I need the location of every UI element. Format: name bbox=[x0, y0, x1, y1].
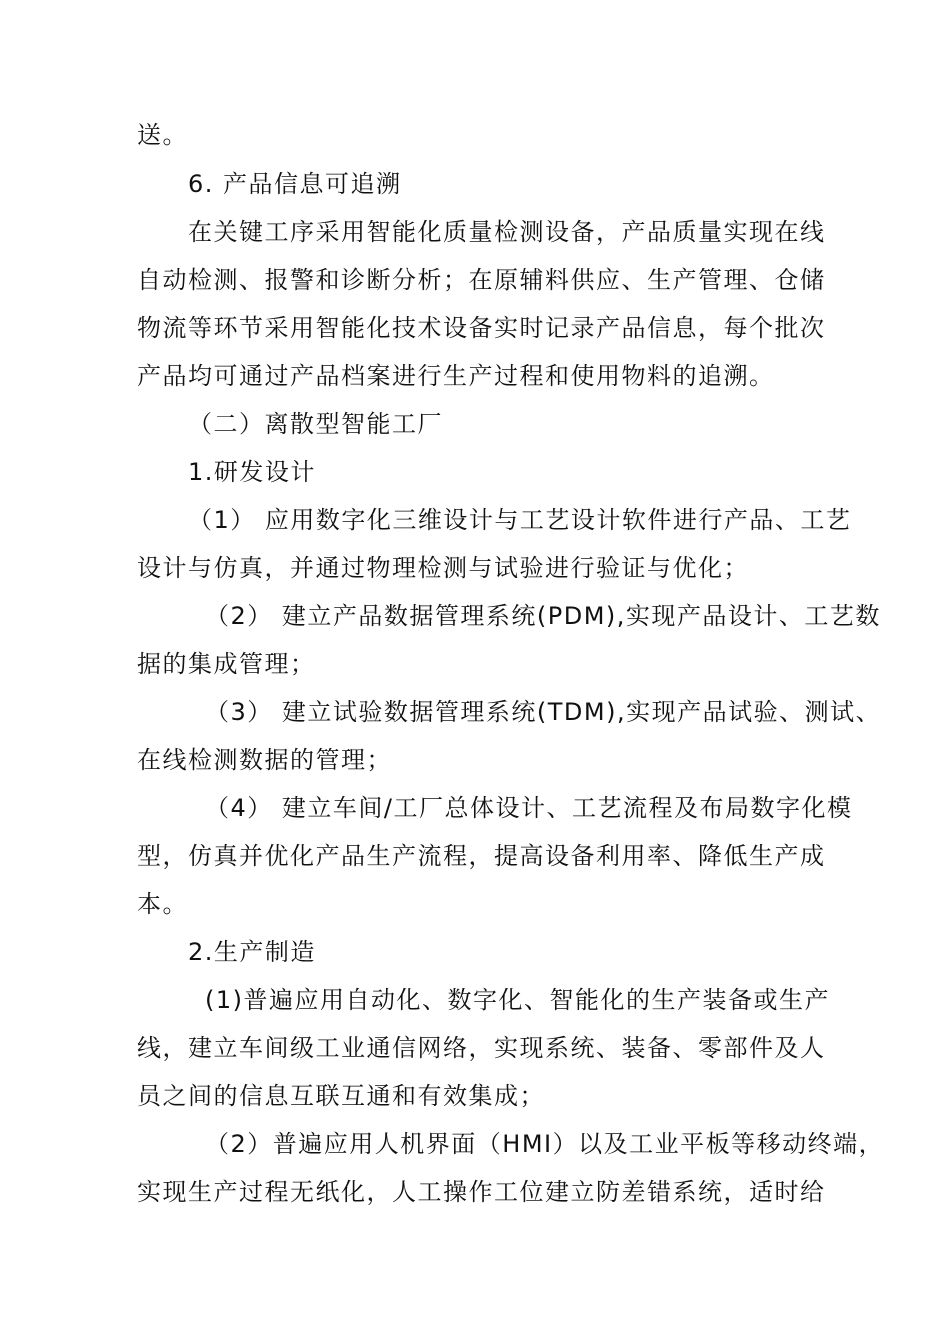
paragraph-line: 型，仿真并优化产品生产流程，提高设备利用率、降低生产成 bbox=[137, 842, 826, 870]
section-heading: 2.生产制造 bbox=[188, 938, 316, 966]
paragraph-line: 自动检测、报警和诊断分析；在原辅料供应、生产管理、仓储 bbox=[137, 266, 826, 294]
paragraph-line: (1)普遍应用自动化、数字化、智能化的生产装备或生产 bbox=[205, 986, 830, 1014]
paragraph-line: 员之间的信息互联互通和有效集成； bbox=[137, 1082, 545, 1110]
paragraph-line: 物流等环节采用智能化技术设备实时记录产品信息，每个批次 bbox=[137, 314, 826, 342]
paragraph-line: 产品均可通过产品档案进行生产过程和使用物料的追溯。 bbox=[137, 362, 775, 390]
paragraph-line: （2） 建立产品数据管理系统(PDM),实现产品设计、工艺数 bbox=[205, 602, 881, 630]
section-heading: 1.研发设计 bbox=[188, 458, 316, 486]
paragraph-line: 在线检测数据的管理； bbox=[137, 746, 392, 774]
paragraph-line: 据的集成管理； bbox=[137, 650, 316, 678]
paragraph-line: （3） 建立试验数据管理系统(TDM),实现产品试验、测试、 bbox=[205, 698, 882, 726]
paragraph-line: （2）普遍应用人机界面（HMI）以及工业平板等移动终端， bbox=[205, 1130, 885, 1158]
section-heading: 6. 产品信息可追溯 bbox=[188, 170, 402, 198]
section-heading: （二）离散型智能工厂 bbox=[188, 410, 443, 438]
paragraph-line: （1） 应用数字化三维设计与工艺设计软件进行产品、工艺 bbox=[188, 506, 852, 534]
paragraph-line: 设计与仿真，并通过物理检测与试验进行验证与优化； bbox=[137, 554, 749, 582]
paragraph-line: 本。 bbox=[137, 890, 188, 918]
paragraph-line: 送。 bbox=[137, 121, 188, 149]
paragraph-line: 线，建立车间级工业通信网络，实现系统、装备、零部件及人 bbox=[137, 1034, 826, 1062]
paragraph-line: （4） 建立车间/工厂总体设计、工艺流程及布局数字化模 bbox=[205, 794, 853, 822]
paragraph-line: 实现生产过程无纸化，人工操作工位建立防差错系统，适时给 bbox=[137, 1178, 826, 1206]
paragraph-line: 在关键工序采用智能化质量检测设备，产品质量实现在线 bbox=[188, 218, 826, 246]
